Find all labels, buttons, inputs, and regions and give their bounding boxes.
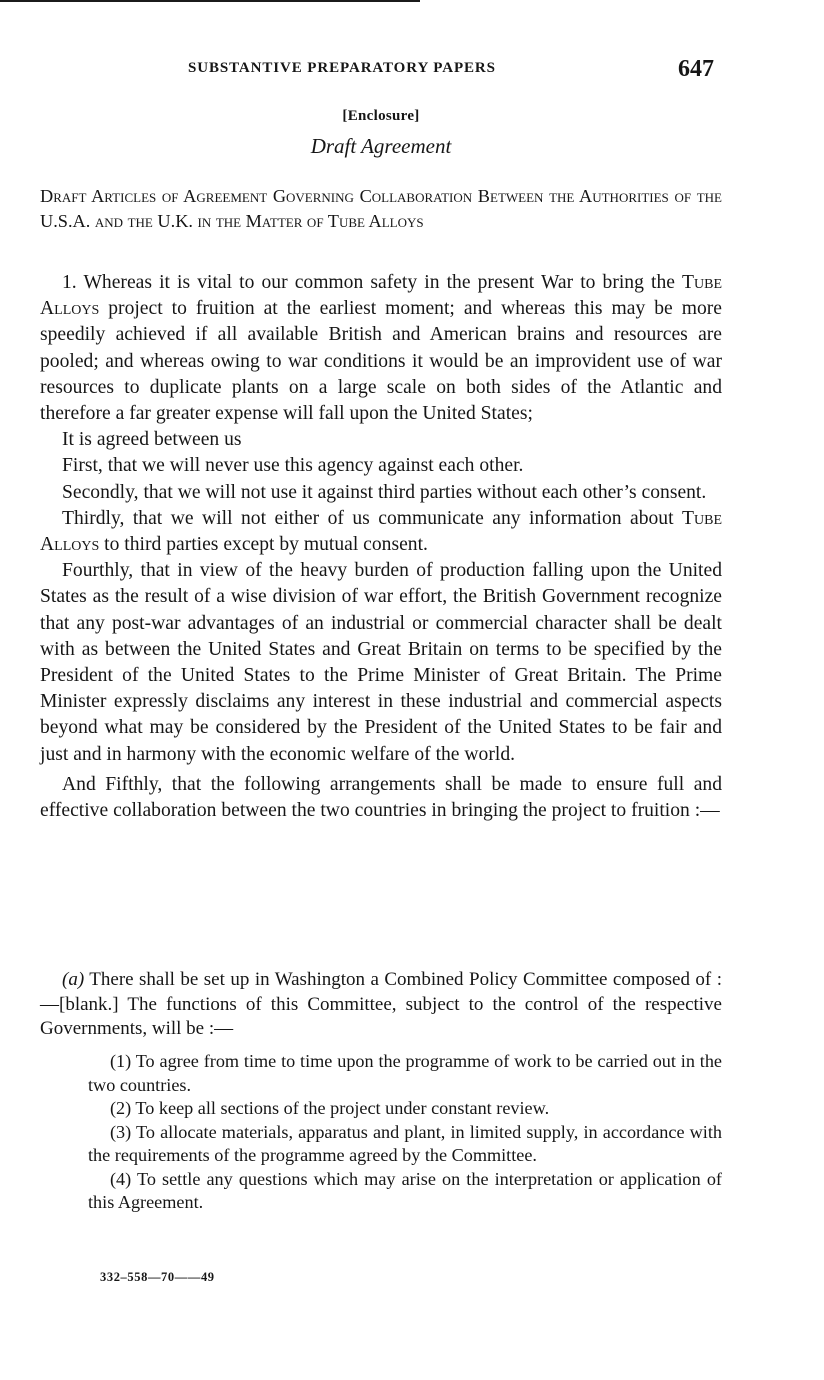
paragraph-first: First, that we will never use this agency against each other. <box>62 455 524 477</box>
function-item: (4) To settle any questions which may arise on the interpretation or application of this Agreement. <box>88 1168 722 1212</box>
section-a-label: (a) <box>62 969 85 990</box>
top-rule <box>0 0 420 2</box>
paragraph-whereas <box>40 270 722 427</box>
committee-functions <box>88 1050 722 1215</box>
third-text-a: Thirdly, that we will not either of us communicate any information about <box>62 507 683 529</box>
paragraph-third <box>40 506 722 558</box>
enclosure-label: [Enclosure] <box>342 108 420 124</box>
whereas-text-a: 1. Whereas it is vital to our common safety in the present War to bring the <box>62 272 683 293</box>
third-text-b: to third parties except by mutual consent. <box>99 534 428 556</box>
tube-alloys-term: Tube Alloys <box>40 272 722 320</box>
agreement-body <box>40 270 722 824</box>
agreement-heading: Draft Articles of Agreement Governing Collaboration Between the Authorities of the U.S.A. and the U.K. in the Matter of Tube Alloys <box>40 186 722 231</box>
tube-alloys-term: Tube Alloys <box>40 507 722 556</box>
running-title: SUBSTANTIVE PREPARATORY PAPERS <box>188 60 496 76</box>
paragraph-agreed: It is agreed between us <box>62 429 242 451</box>
footer-print-code: 332–558—70——49 <box>100 1270 215 1284</box>
function-item: (2) To keep all sections of the project under constant review. <box>110 1098 550 1118</box>
paragraph-fourth: Fourthly, that in view of the heavy burden of production falling upon the United States as the result of a wise division of war effort, the British Government recognize that any post-war advantages of an industrial or commercial character shall be dealt with as between the United States and Great Britain on terms to be specified by the President of the United States to the Prime Minister of Great Britain. The Prime Minister expressly disclaims any interest in these industrial and commercial aspects beyond what may be considered by the President of the United States to be fair and just and in harmony with the economic welfare of the world. <box>40 560 722 765</box>
document-title: Draft Agreement <box>310 134 452 158</box>
paragraph-fifth: And Fifthly, that the following arrangements shall be made to ensure full and effective collaboration between the two countries in bringing the project to fruition :— <box>40 773 722 822</box>
section-a <box>40 968 722 1042</box>
page-number: 647 <box>678 56 714 82</box>
function-item: (3) To allocate materials, apparatus and plant, in limited supply, in accordance with the requirements of the programme agreed by the Committee. <box>88 1121 722 1165</box>
section-a-paragraph <box>40 968 722 1042</box>
section-a-text: There shall be set up in Washington a Combined Policy Committee composed of :—[blank.] The functions of this Committee, subject to the control of the respective Governments, will be :— <box>40 969 722 1039</box>
function-item: (1) To agree from time to time upon the programme of work to be carried out in the two countries. <box>88 1051 722 1095</box>
whereas-text-b: project to fruition at the earliest moment; and whereas this may be more speedily achieved if all available British and American brains and resources are pooled; and whereas owing to war conditions it would be an improvident use of war resources to duplicate plants on a large scale on both sides of the Atlantic and therefore a far greater expense will fall upon the United States; <box>40 298 722 425</box>
running-head <box>40 58 722 88</box>
paragraph-second: Secondly, that we will not use it against third parties without each other’s consent. <box>62 481 707 503</box>
